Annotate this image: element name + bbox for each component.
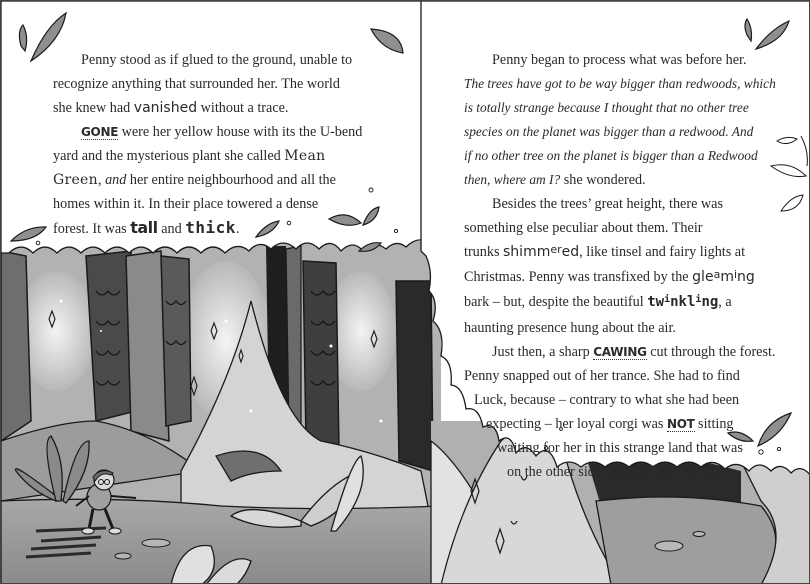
- left-page-text: [53, 48, 383, 241]
- text-line: trunks shimm$^{er}$ed, like tinsel and fairy lights at: [464, 243, 746, 260]
- stylized-word-twinkling: $tw^inkl^ing$: [647, 294, 719, 310]
- text-line-thought: species on the planet was bigger than a redwood. And: [464, 124, 754, 139]
- text-line: Penny stood as if glued to the ground, unable to: [81, 52, 353, 68]
- stylized-word-vanished: vanished: [133, 100, 198, 116]
- text-line: homes within it. In their place towered a dense: [53, 196, 319, 212]
- text-line: Penny began to process what was before her.: [492, 52, 747, 68]
- text-line-thought: is totally strange because I thought that no other tree: [464, 100, 749, 115]
- text-line: Penny snapped out of her trance. She had to find: [464, 368, 740, 384]
- text-line-thought: if no other tree on the planet is bigger than a Redwood: [464, 148, 758, 163]
- text-line: forest. It was tall and thick.: [53, 218, 240, 237]
- text-line: Luck, because – contrary to what she had been: [474, 392, 740, 408]
- emphasis-not: NOT: [666, 417, 695, 431]
- left-forest: [1, 241, 441, 584]
- mean-green-word: Green: [53, 172, 98, 188]
- right-page-text: [464, 48, 774, 484]
- text-line: bark – but, despite the beautiful $tw^inkl^ing$, a: [464, 294, 732, 310]
- text-line: GONE were her yellow house with its the U-bend: [81, 124, 363, 140]
- mean-green-word: Mean: [284, 148, 326, 164]
- stylized-word-thick: thick: [185, 218, 236, 237]
- text-line: haunting presence hung about the air.: [464, 320, 676, 336]
- text-line: Besides the trees’ great height, there was: [492, 196, 723, 212]
- text-line: Just then, a sharp CAWING cut through the forest.: [492, 344, 776, 360]
- text-line: expecting – her loyal corgi was NOT sitting: [486, 416, 734, 432]
- text-line: on the other side of the Mean Green.: [507, 464, 736, 480]
- stylized-word-shimmered: shimm$^{er}$ed: [503, 243, 580, 260]
- text-line: then, where am I? she wondered.: [464, 172, 646, 188]
- emphasis-cawing: CAWING: [593, 345, 647, 359]
- text-line: waiting for her in this strange land that was: [497, 440, 743, 456]
- emphasis-gone: GONE: [81, 125, 119, 139]
- text-line: something else peculiar about them. Their: [464, 220, 703, 236]
- mean-green-word: Mean Green: [640, 464, 732, 480]
- text-line: Green, and her entire neighbourhood and all the: [53, 172, 336, 188]
- text-line: recognize anything that surrounded her. The world: [53, 76, 340, 92]
- stylized-word-gleaming: $gle^am^ing$: [692, 268, 755, 285]
- text-line: yard and the mysterious plant she called Mean: [53, 148, 326, 164]
- text-line-thought: The trees have got to be way bigger than redwoods, which: [464, 76, 776, 91]
- text-line: Christmas. Penny was transfixed by the $gle^am^ing$: [464, 268, 755, 285]
- text-line: she knew had vanished without a trace.: [53, 100, 289, 116]
- stylized-word-tall: tall: [130, 218, 158, 237]
